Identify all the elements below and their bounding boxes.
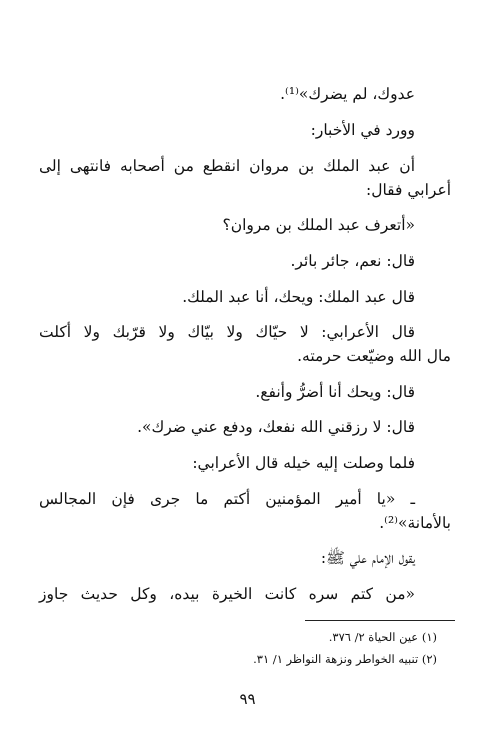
footnote-1: (١) عين الحياة ٢/ ٣٧٦. — [328, 630, 437, 644]
text-line-2: وورد في الأخبار: — [310, 121, 415, 139]
text-line-12: فلما وصلت إليه خيله قال الأعرابي: — [192, 454, 415, 472]
text-line-10: قال: ويحك أنا أضرُّ وأنفع. — [255, 383, 415, 401]
text-line-15: يقول الإمام علي ﷺ: — [320, 549, 415, 567]
text-line-6: قال: نعم، جائر بائر. — [290, 252, 415, 270]
footnote-2: (٢) تنبيه الخواطر ونزهة النواظر ١/ ٣١. — [253, 652, 437, 666]
text-line-4: أعرابي فقال: — [365, 181, 451, 199]
text-line-1: عدوك، لم يضرك»⁽¹⁾. — [280, 85, 415, 103]
text-line-16: «من كتم سره كانت الخيرة بيده، وكل حديث جاوز — [39, 585, 415, 603]
text-line-3: أن عبد الملك بن مروان انقطع من أصحابه فانتهى إلى — [39, 157, 415, 175]
text-line-9: مال الله وضيّعت حرمته. — [297, 347, 451, 365]
text-line-7: قال عبد الملك: ويحك، أنا عبد الملك. — [182, 288, 415, 306]
text-line-11: قال: لا رزقني الله نفعك، ودفع عني ضرك». — [137, 418, 415, 436]
page-number: ٩٩ — [239, 690, 256, 708]
text-line-13: ـ «يا أمير المؤمنين أكتم ما جرى فإن المجالس — [39, 490, 415, 508]
footnote-divider — [305, 620, 455, 621]
text-line-8: قال الأعرابي: لا حيّاك ولا بيّاك ولا قرّبك ولا أكلت — [39, 323, 415, 341]
text-line-5: «أتعرف عبد الملك بن مروان؟ — [222, 216, 415, 234]
text-line-14: بالأمانة»⁽²⁾. — [379, 514, 451, 532]
